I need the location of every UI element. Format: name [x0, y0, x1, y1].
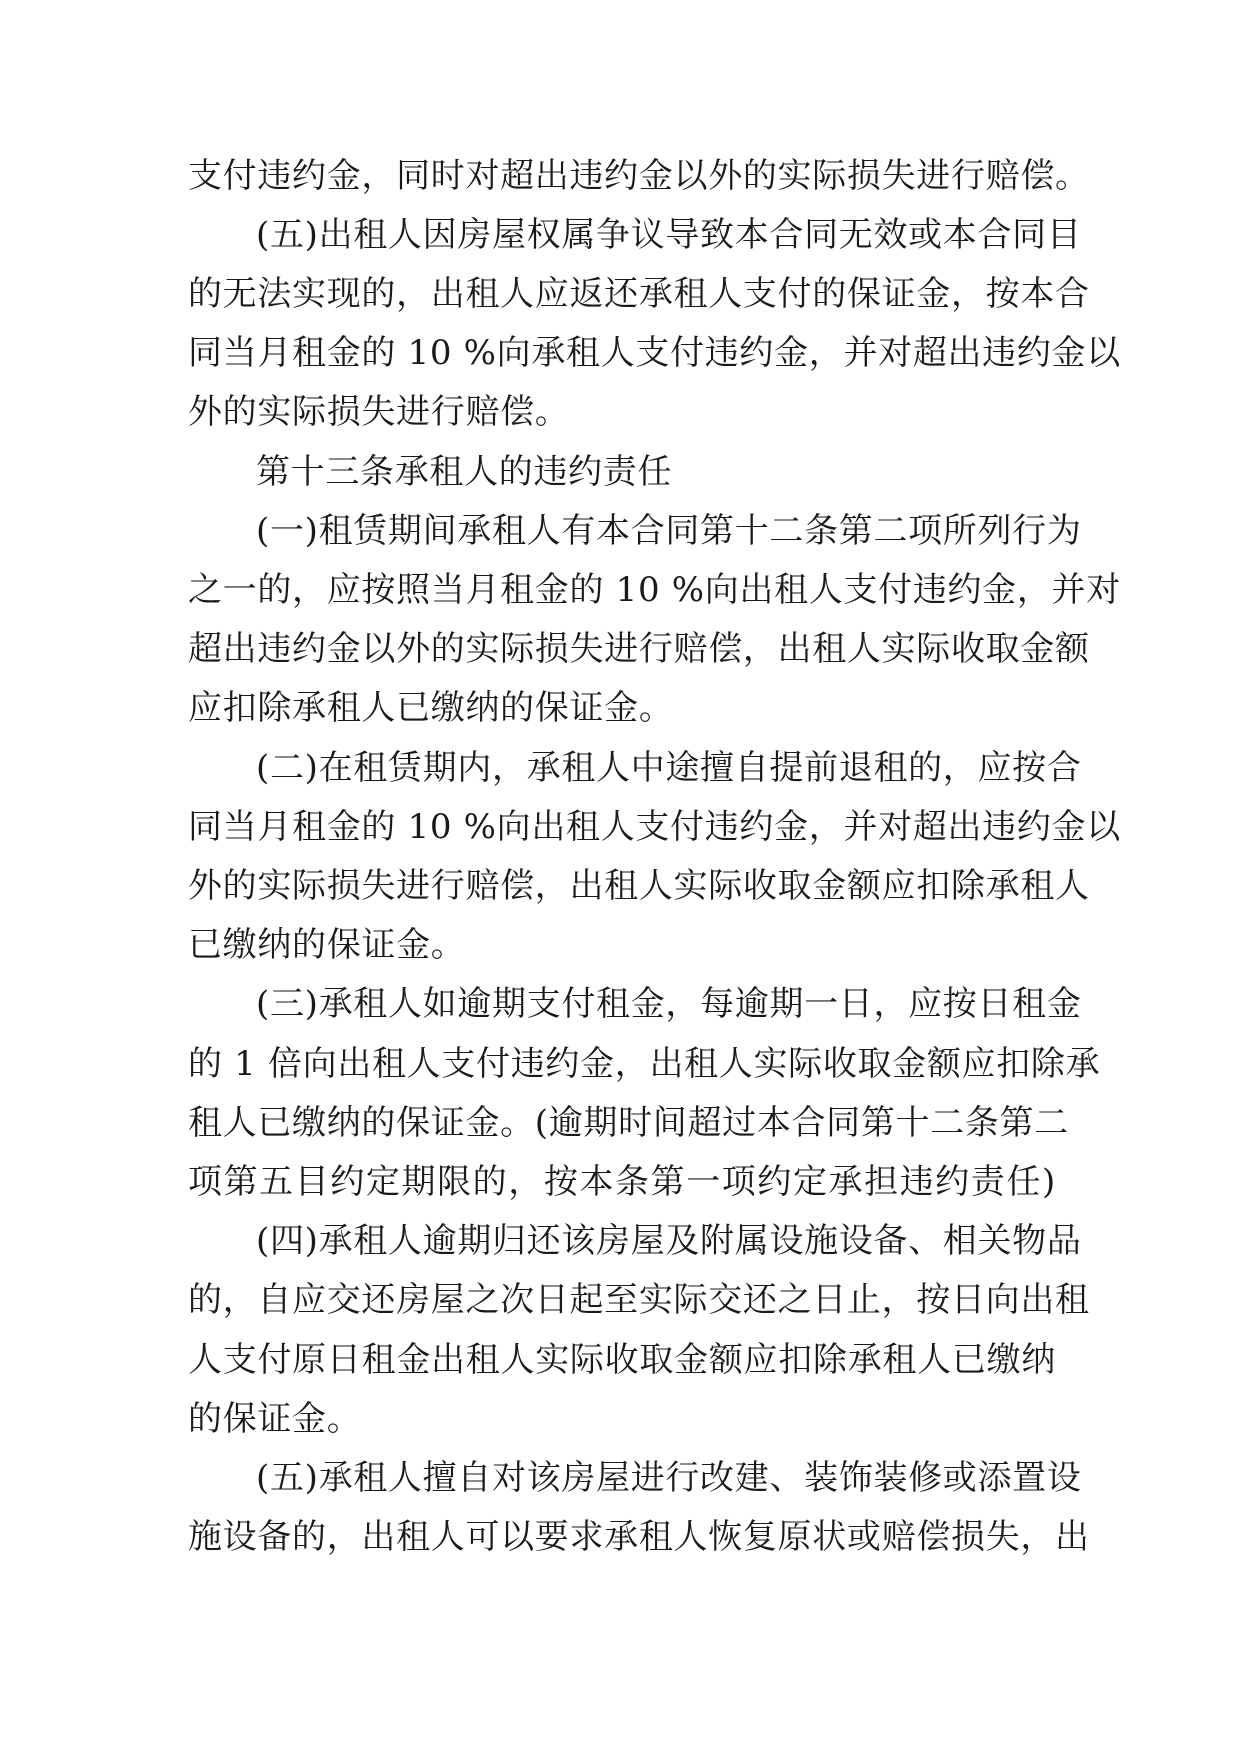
text-line: 之一的，应按照当月租金的 10 %向出租人支付违约金，并对 [188, 570, 1121, 610]
text-line: (四)承租人逾期归还该房屋及附属设施设备、相关物品 [256, 1221, 1082, 1261]
text-line: 应扣除承租人已缴纳的保证金。 [188, 688, 674, 728]
text-line: 的无法实现的，出租人应返还承租人支付的保证金，按本合 [188, 274, 1090, 314]
text-line: 的保证金。 [188, 1399, 362, 1439]
text-line: (三)承租人如逾期支付租金，每逾期一日，应按日租金 [256, 984, 1082, 1024]
text-line: (五)出租人因房屋权属争议导致本合同无效或本合同目 [256, 215, 1082, 255]
text-line: 的，自应交还房屋之次日起至实际交还之日止，按日向出租 [188, 1280, 1090, 1320]
text-line: 超出违约金以外的实际损失进行赔偿，出租人实际收取金额 [188, 629, 1090, 669]
section-heading: 第十三条承租人的违约责任 [256, 452, 673, 492]
text-line: 项第五目约定期限的，按本条第一项约定承担违约责任) [188, 1162, 1056, 1202]
text-line: (一)租赁期间承租人有本合同第十二条第二项所列行为 [256, 511, 1082, 551]
text-line: 支付违约金，同时对超出违约金以外的实际损失进行赔偿。 [188, 156, 1090, 196]
text-line: 的 1 倍向出租人支付违约金，出租人实际收取金额应扣除承 [188, 1044, 1101, 1084]
text-line: (二)在租赁期内，承租人中途擅自提前退租的，应按合 [256, 748, 1082, 788]
text-line: 施设备的，出租人可以要求承租人恢复原状或赔偿损失，出 [188, 1517, 1090, 1557]
text-line: 同当月租金的 10 %向出租人支付违约金，并对超出违约金以 [188, 807, 1121, 847]
text-line: 已缴纳的保证金。 [188, 925, 466, 965]
text-line: 人支付原日租金出租人实际收取金额应扣除承租人已缴纳 [188, 1340, 1056, 1380]
text-line: 租人已缴纳的保证金。(逾期时间超过本合同第十二条第二 [188, 1103, 1069, 1143]
text-line: 外的实际损失进行赔偿，出租人实际收取金额应扣除承租人 [188, 866, 1090, 906]
text-line: 同当月租金的 10 %向承租人支付违约金，并对超出违约金以 [188, 333, 1121, 373]
text-line: 外的实际损失进行赔偿。 [188, 392, 570, 432]
text-line: (五)承租人擅自对该房屋进行改建、装饰装修或添置设 [256, 1458, 1082, 1498]
